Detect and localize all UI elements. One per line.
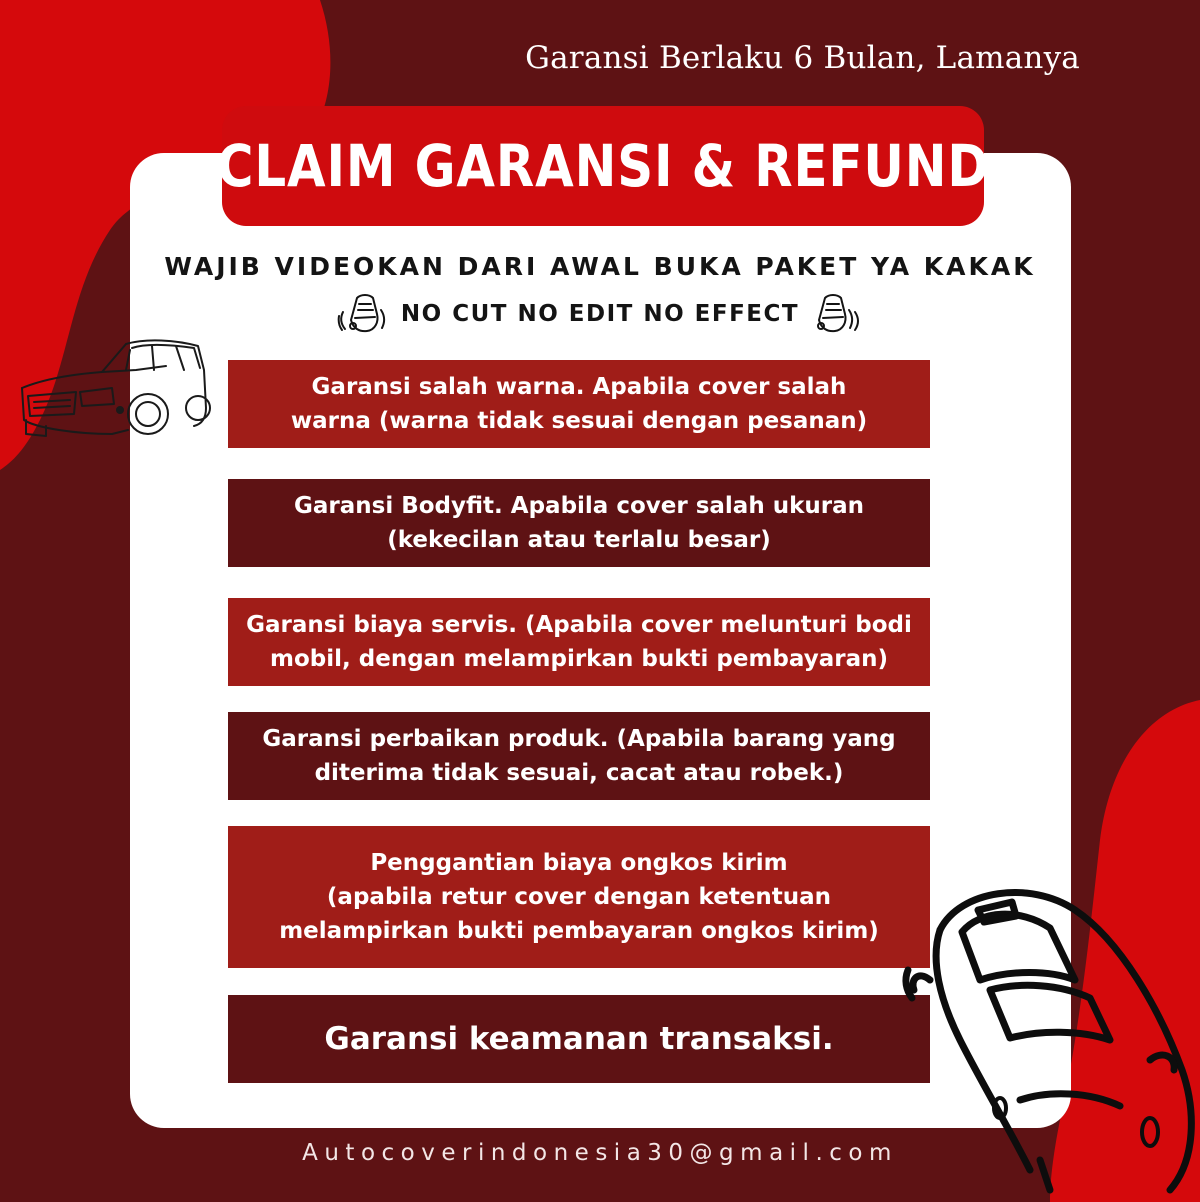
warranty-item-product-repair: Garansi perbaikan produk. (Apabila barang yang diterima tidak sesuai, cacat atau robek.) (228, 712, 930, 800)
warranty-item-transaction-security: Garansi keamanan transaksi. (228, 995, 930, 1083)
skidding-car-icon (805, 292, 863, 336)
skidding-car-icon (337, 292, 395, 336)
contact-email: Autocoverindonesia30@gmail.com (302, 1140, 898, 1166)
warranty-item-service-cost: Garansi biaya servis. (Apabila cover melunturi bodi mobil, dengan melampirkan bukti pembayaran) (228, 598, 930, 686)
warranty-item-bodyfit: Garansi Bodyfit. Apabila cover salah ukuran (kekecilan atau terlalu besar) (228, 479, 930, 567)
warranty-duration-note: Garansi Berlaku 6 Bulan, Lamanya (525, 40, 1080, 76)
warranty-item-shipping-refund: Penggantian biaya ongkos kirim (apabila retur cover dengan ketentuan melampirkan bukti pembayaran ongkos kirim) (228, 826, 930, 968)
warranty-item-wrong-color: Garansi salah warna. Apabila cover salah warna (warna tidak sesuai dengan pesanan) (228, 360, 930, 448)
no-cut-text: NO CUT NO EDIT NO EFFECT (400, 301, 800, 327)
page-title: CLAIM GARANSI & REFUND (216, 132, 990, 200)
title-banner (216, 106, 990, 226)
suv-car-icon (16, 330, 212, 448)
video-requirement-text: WAJIB VIDEOKAN DARI AWAL BUKA PAKET YA KAKAK (164, 252, 1036, 281)
